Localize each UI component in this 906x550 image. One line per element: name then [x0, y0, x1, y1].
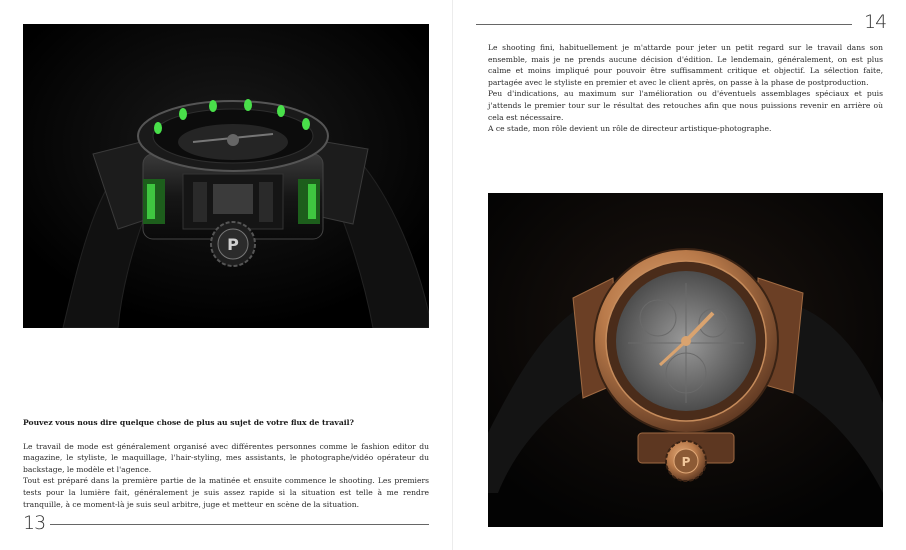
interview-question: Pouvez vous nous dire quelque chose de plus au sujet de votre flux de travail? — [23, 418, 354, 427]
right-paragraph-2: Peu d'indications, au maximum sur l'amélioration ou d'éventuels assemblages spéciaux et puis j'attends le premier tour sur le résultat des retouches afin que nous puissions revenir en arrière où cela est nécessaire. — [488, 89, 883, 122]
watch-illustration-right — [488, 193, 883, 527]
page-gutter — [452, 0, 453, 550]
left-paragraph-2: Tout est préparé dans la première partie de la matinée et ensuite commence le shooting. Les premiers tests pour la lumière fait, généralement je suis assez rapide si la situation est telle à me rendre tranquille, à ce moment-là je suis seul arbitre, juge et metteur en scène de la situation. — [23, 476, 429, 509]
watch-photo-rose-gold — [488, 193, 883, 527]
right-paragraph-3: A ce stade, mon rôle devient un rôle de directeur artistique-photographe. — [488, 124, 772, 134]
left-paragraph-1: Le travail de mode est généralement organisé avec différentes personnes comme le fashion editor du magazine, le styliste, le maquillage, l'hair-styling, mes assistants, le photographe/vidéo opérateur du backstage, le modèle et l'agence. — [23, 441, 429, 474]
header-rule-right — [476, 24, 852, 25]
left-page-body — [23, 417, 429, 510]
watch-illustration-left — [23, 24, 429, 328]
right-page-body — [488, 42, 883, 135]
right-paragraph-1: Le shooting fini, habituellement je m'attarde pour jeter un petit regard sur le travail dans son ensemble, mais je ne prends aucune décision d'édition. Le lendemain, généralement, on est plus calme et moins impliqué pour pouvoir être suffisamment critique et objectif. La sélection faite, partagée avec le styliste en premier et avec le client après, on passe à la phase de postproduction. — [488, 43, 883, 87]
svg-text:P: P — [227, 235, 239, 254]
page-number-right: 14 — [864, 11, 887, 33]
watch-photo-black-green — [23, 24, 429, 328]
footer-rule-left — [50, 524, 429, 525]
page-number-left: 13 — [23, 512, 46, 534]
svg-text:P: P — [681, 455, 691, 469]
